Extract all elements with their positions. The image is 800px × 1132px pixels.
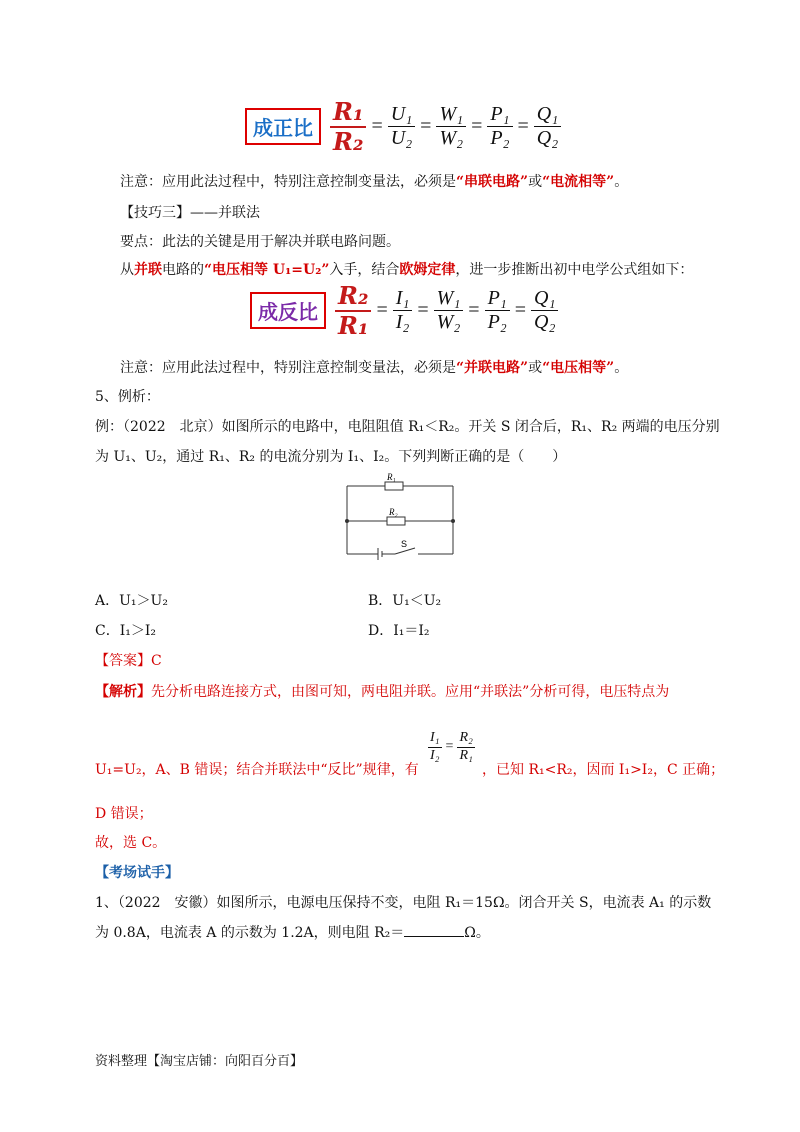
frac-w: $\frac{\text{W₁}}{\text{W₂}}$ [436,103,466,150]
junction-dot-left [345,519,349,523]
junction-dot-right [451,519,455,523]
option-c: C．I₁＞I₂ [95,623,156,639]
frac-q: $\frac{\text{Q₁}}{\text{Q₂}}$ [534,103,561,150]
analysis-line-1: 【解析】先分析电路连接方式，由图可知，两电阻并联。应用“并联法”分析可得，电压特点为 [95,684,670,700]
badge-inverse: 成反比 [250,292,326,329]
badge-proportional: 成正比 [245,108,321,145]
frac-r2-r1: $\frac{\text{R₂}}{\text{R₁}}$ [335,282,371,339]
analysis-fraction: $\frac{\text{I₁}}{\text{I₂}}$ = $\frac{\text{R₂}}{\text{R₁}}$ [430,730,473,763]
note-parallel: 注意：应用此法过程中，特别注意控制变量法，必须是“并联电路”或“电压相等”。 [120,360,629,376]
footer: 资料整理【淘宝店铺：向阳百分百】 [95,1054,304,1069]
option-b: B．U₁＜U₂ [368,593,442,609]
practice-line-1: 1、（2022 安徽）如图所示，电源电压保持不变，电阻 R₁＝15Ω。闭合开关 S，电流表 A₁ 的示数 [95,895,712,911]
answer-blank[interactable] [404,936,464,937]
tip3-heading: 【技巧三】——并联法 [120,205,260,221]
option-a: A．U₁＞U₂ [95,593,168,609]
option-d: D．I₁＝I₂ [368,623,430,639]
frac-u: $\frac{\text{U₁}}{\text{U₂}}$ [388,103,415,150]
frac-p: $\frac{\text{P₁}}{\text{P₂}}$ [487,103,512,150]
frac-r1-r2: $\frac{\text{R₁}}{\text{R₂}}$ [330,98,366,155]
analysis-line-2b: ，已知 R₁<R₂，因而 I₁>I₂，C 正确； [482,762,725,778]
practice-heading: 【考场试手】 [95,865,179,881]
section-5-heading: 5、例析： [95,389,160,405]
note-series: 注意：应用此法过程中，特别注意控制变量法，必须是“串联电路”或“电流相等”。 [120,174,629,190]
frac-p2: $\frac{\text{P₁}}{\text{P₂}}$ [485,287,510,334]
example-line-2: 为 U₁、U₂，通过 R₁、R₂ 的电流分别为 I₁、I₂。下列判断正确的是（ ） [95,449,567,465]
formula-inverse: 成反比 $\frac{\text{R₂}}{\text{R₁}}$ = $\frac{\text{I₁}}{\text{I₂}}$ = $\frac{\text{W₁}}{\text{W₂}}$ = $\frac{\text{P₁}}{\text{P₂}}$ = $\frac{\text{Q₁}}{\text{Q₂}}$ [250,282,561,339]
frac-w2: $\frac{\text{W₁}}{\text{W₂}}$ [434,287,464,334]
frac-q2: $\frac{\text{Q₁}}{\text{Q₂}}$ [531,287,558,334]
circuit-diagram [340,472,460,562]
keypoint: 要点：此法的关键是用于解决并联电路问题。 [120,234,400,250]
practice-line-2: 为 0.8A，电流表 A 的示数为 1.2A，则电阻 R₂＝ Ω。 [95,925,490,941]
label-switch: S [401,539,408,549]
analysis-line-2a: U₁=U₂，A、B 错误；结合并联法中“反比”规律，有 [95,762,419,778]
analysis-line-4: 故，选 C。 [95,835,167,851]
analysis-line-3: D 错误； [95,806,153,822]
from-parallel-line: 从并联电路的“电压相等 U₁=U₂”入手，结合欧姆定律，进一步推断出初中电学公式组如下： [120,262,694,278]
label-r1: R₁ [387,472,396,482]
formula-proportional: 成正比 $\frac{\text{R₁}}{\text{R₂}}$ = $\frac{\text{U₁}}{\text{U₂}}$ = $\frac{\text{W₁}}{\text{W₂}}$ = $\frac{\text{P₁}}{\text{P₂}}$ = $\frac{\text{Q₁}}{\text{Q₂}}$ [245,98,564,155]
example-line-1: 例：（2022 北京）如图所示的电路中，电阻阻值 R₁＜R₂。开关 S 闭合后，R₁、R₂ 两端的电压分别 [95,419,720,435]
answer: 【答案】C [95,653,162,669]
frac-i: $\frac{\text{I₁}}{\text{I₂}}$ [393,287,413,334]
label-r2: R₂ [389,507,398,517]
